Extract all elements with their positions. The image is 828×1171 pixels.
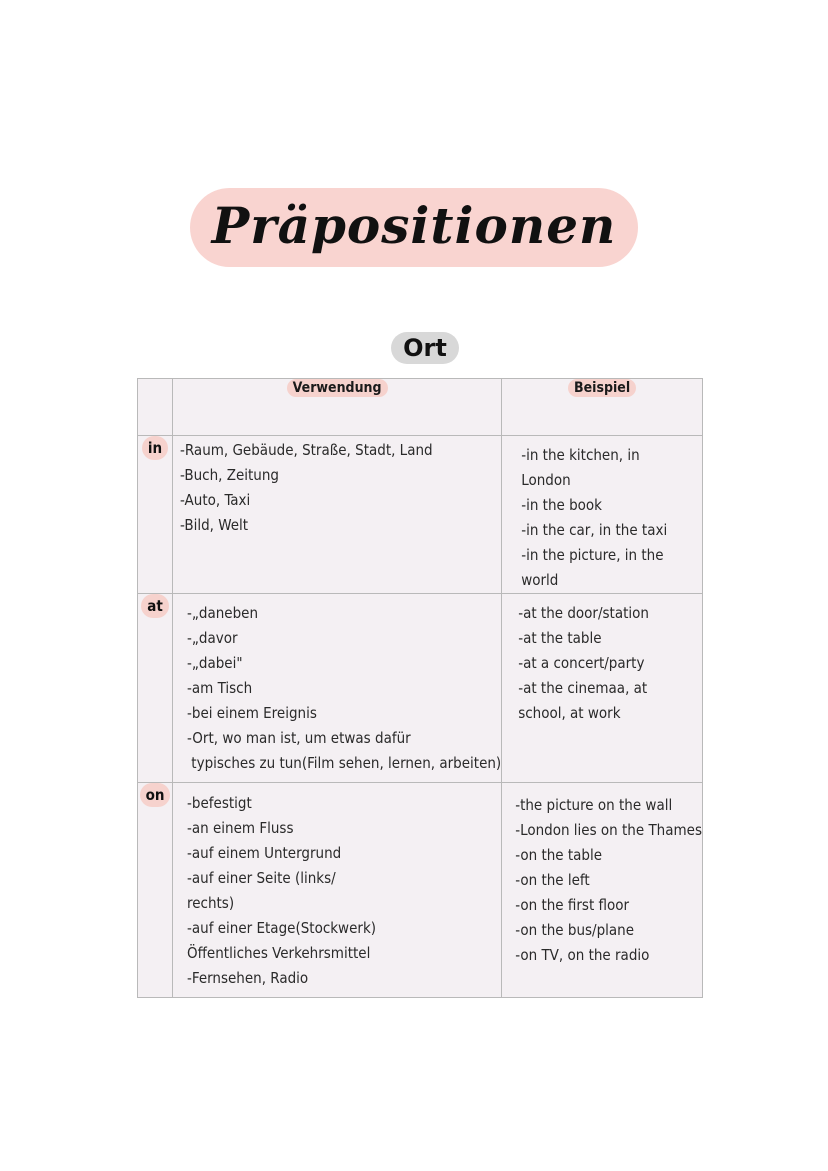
usage-line: -an einem Fluss <box>187 819 294 837</box>
example-line: world <box>521 571 559 589</box>
example-line: -on the left <box>515 871 590 889</box>
table-row <box>138 594 703 783</box>
row-label-at: at <box>141 594 169 618</box>
usage-cell <box>173 594 502 783</box>
example-line: London <box>521 471 571 489</box>
example-line: -at the door/station <box>518 604 649 622</box>
example-line: -in the car, in the taxi <box>521 521 668 539</box>
example-list <box>502 594 702 726</box>
usage-line: -Buch, Zeitung <box>180 466 279 484</box>
usage-line: typisches zu tun(Film sehen, lernen, arbeiten) <box>187 754 502 772</box>
usage-cell <box>173 783 502 998</box>
example-line: -on TV, on the radio <box>515 946 650 964</box>
usage-line: -„dabei" <box>187 654 243 672</box>
example-line: -at the cinemaa, at <box>518 679 648 697</box>
usage-line: -Raum, Gebäude, Straße, Stadt, Land <box>180 441 433 459</box>
usage-line: -„davor <box>187 629 238 647</box>
table-header-row <box>138 379 703 436</box>
example-cell <box>502 594 703 783</box>
usage-line: -auf einer Seite (links/ <box>187 869 336 887</box>
usage-list <box>173 436 501 538</box>
usage-line: -„daneben <box>187 604 259 622</box>
row-label-cell <box>138 783 173 998</box>
example-line: -in the kitchen, in <box>521 446 640 464</box>
row-label-cell <box>138 436 173 594</box>
example-line: -on the table <box>515 846 603 864</box>
title-container <box>0 188 828 267</box>
usage-line: -Fernsehen, Radio <box>187 969 309 987</box>
table-row <box>138 436 703 594</box>
example-cell <box>502 783 703 998</box>
usage-line: -Bild, Welt <box>180 516 249 534</box>
example-line: -the picture on the wall <box>515 796 673 814</box>
row-label-in: in <box>142 436 168 460</box>
row-label-on: on <box>140 783 171 807</box>
table-row <box>138 783 703 998</box>
usage-line: -auf einem Untergrund <box>187 844 342 862</box>
usage-line: -bei einem Ereignis <box>187 704 317 722</box>
header-usage-label: Verwendung <box>287 379 388 397</box>
example-line: -on the bus/plane <box>515 921 635 939</box>
header-example-label: Beispiel <box>568 379 636 397</box>
example-line: -on the first floor <box>515 896 630 914</box>
usage-line: -Ort, wo man ist, um etwas dafür <box>187 729 411 747</box>
row-label-cell <box>138 594 173 783</box>
page-title: Präpositionen <box>190 188 639 267</box>
example-cell <box>502 436 703 594</box>
example-list <box>502 436 702 593</box>
header-example-cell <box>502 379 703 436</box>
example-line: -in the picture, in the <box>521 546 664 564</box>
section-subtitle: Ort <box>391 332 459 364</box>
usage-line: Öffentliches Verkehrsmittel <box>187 944 371 962</box>
subtitle-container <box>0 332 828 364</box>
example-line: school, at work <box>518 704 621 722</box>
header-empty-cell <box>138 379 173 436</box>
usage-line: rechts) <box>187 894 235 912</box>
usage-line: -am Tisch <box>187 679 253 697</box>
header-usage-cell <box>173 379 502 436</box>
example-line: -in the book <box>521 496 602 514</box>
usage-cell <box>173 436 502 594</box>
example-line: -London lies on the Thames <box>515 821 702 839</box>
usage-line: -auf einer Etage(Stockwerk) <box>187 919 377 937</box>
usage-list <box>173 783 501 991</box>
usage-list <box>173 594 501 776</box>
example-list <box>502 783 702 968</box>
prepositions-table <box>137 378 703 998</box>
usage-line: -befestigt <box>187 794 252 812</box>
example-line: -at the table <box>518 629 602 647</box>
usage-line: -Auto, Taxi <box>180 491 251 509</box>
example-line: -at a concert/party <box>518 654 645 672</box>
